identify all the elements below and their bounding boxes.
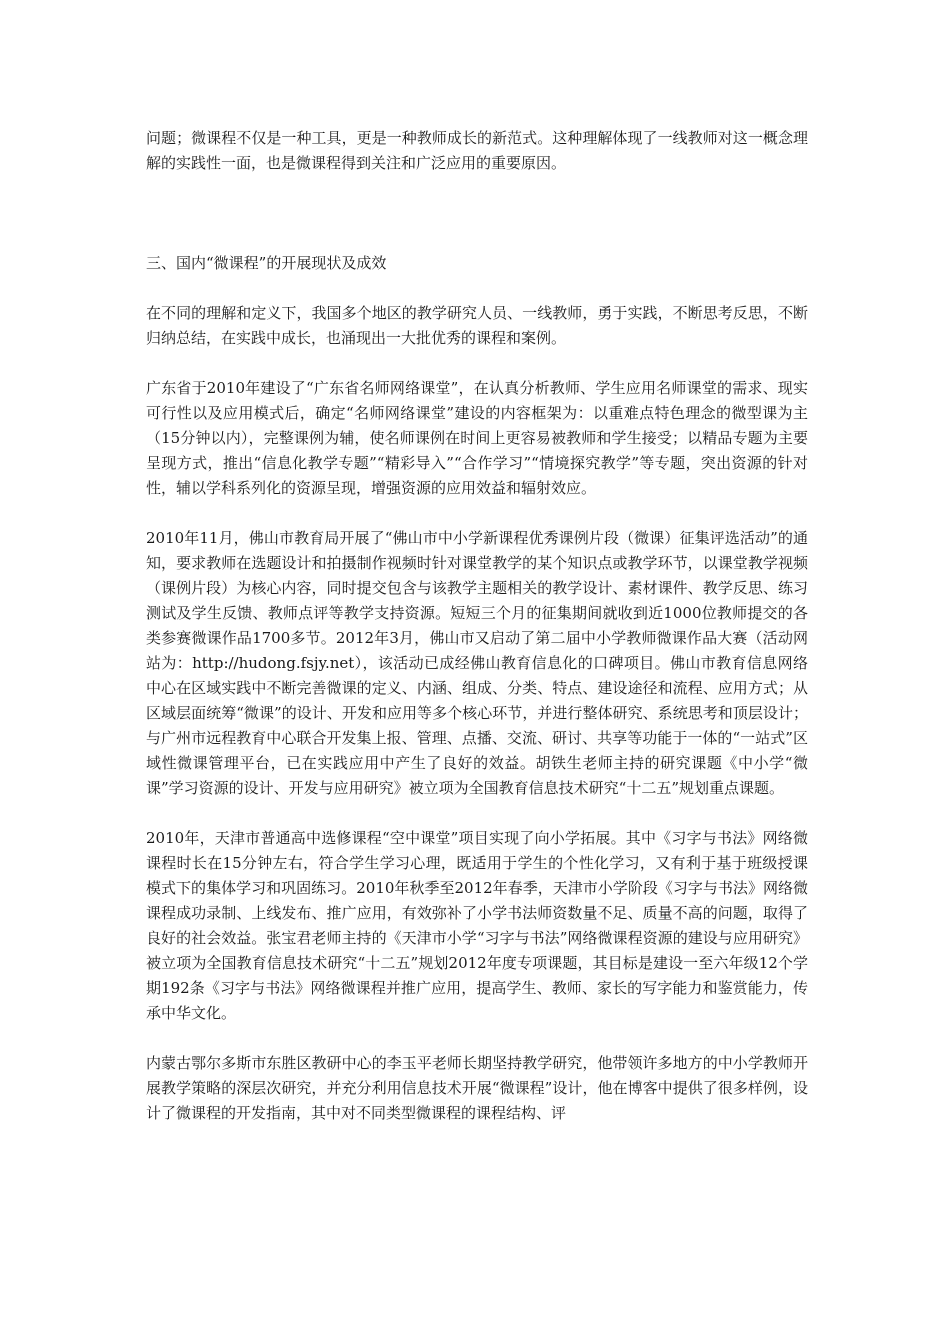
document-body — [146, 126, 808, 1151]
paragraph-overview: 在不同的理解和定义下，我国多个地区的教学研究人员、一线教师，勇于实践，不断思考反思，不断归纳总结，在实践中成长，也涌现出一大批优秀的课程和案例。 — [146, 304, 808, 347]
paragraph-tianjin: 2010年，天津市普通高中选修课程“空中课堂”项目实现了向小学拓展。其中《习字与书法》网络微课程时长在15分钟左右，符合学生学习心理，既适用于学生的个性化学习，又有利于基于班级授课模式下的集体学习和巩固练习。2010年秋季至2012年春季，天津市小学阶段《习字与书法》网络微课程成功录制、上线发布、推广应用，有效弥补了小学书法师资数量不足、质量不高的问题，取得了良好的社会效益。张宝君老师主持的《天津市小学“习字与书法”网络微课程资源的建设与应用研究》被立项为全国教育信息技术研究“十二五”规划2012年度专项课题，其目标是建设一至六年级12个学期192条《习字与书法》网络微课程并推广应用，提高学生、教师、家长的写字能力和鉴赏能力，传承中华文化。 — [146, 829, 808, 1022]
section-spacer — [146, 201, 808, 251]
section-heading: 三、国内“微课程”的开展现状及成效 — [146, 254, 387, 272]
intro-paragraph: 问题；微课程不仅是一种工具，更是一种教师成长的新范式。这种理解体现了一线教师对这一概念理解的实践性一面，也是微课程得到关注和广泛应用的重要原因。 — [146, 129, 808, 172]
paragraph-guangdong: 广东省于2010年建设了“广东省名师网络课堂”，在认真分析教师、学生应用名师课堂的需求、现实可行性以及应用模式后，确定“名师网络课堂”建设的内容框架为：以重难点特色理念的微型课为主（15分钟以内），完整课例为辅，使名师课例在时间上更容易被教师和学生接受；以精品专题为主要呈现方式，推出“信息化教学专题”“精彩导入”“合作学习”“情境探究教学”等专题，突出资源的针对性，辅以学科系列化的资源呈现，增强资源的应用效益和辐射效应。 — [146, 379, 808, 497]
paragraph-ordos: 内蒙古鄂尔多斯市东胜区教研中心的李玉平老师长期坚持教学研究，他带领许多地方的中小学教师开展教学策略的深层次研究，并充分利用信息技术开展“微课程”设计，他在博客中提供了很多样例，设计了微课程的开发指南，其中对不同类型微课程的课程结构、评 — [146, 1054, 808, 1122]
paragraph-foshan: 2010年11月，佛山市教育局开展了“佛山市中小学新课程优秀课例片段（微课）征集评选活动”的通知，要求教师在选题设计和拍摄制作视频时针对课堂教学的某个知识点或教学环节，以课堂教学视频（课例片段）为核心内容，同时提交包含与该教学主题相关的教学设计、素材课件、教学反思、练习测试及学生反馈、教师点评等教学支持资源。短短三个月的征集期间就收到近1000位教师提交的各类参赛微课作品1700多节。2012年3月，佛山市又启动了第二届中小学教师微课作品大赛（活动网站为：http://hudong.fsjy.net），该活动已成经佛山教育信息化的口碑项目。佛山市教育信息网络中心在区域实践中不断完善微课的定义、内涵、组成、分类、特点、建设途径和流程、应用方式；从区域层面统筹“微课”的设计、开发和应用等多个核心环节，并进行整体研究、系统思考和顶层设计；与广州市远程教育中心联合开发集上报、管理、点播、交流、研讨、共享等功能于一体的“一站式”区域性微课管理平台，已在实践应用中产生了良好的效益。胡铁生老师主持的研究课题《中小学“微课”学习资源的设计、开发与应用研究》被立项为全国教育信息技术研究“十二五”规划重点课题。 — [146, 529, 808, 797]
